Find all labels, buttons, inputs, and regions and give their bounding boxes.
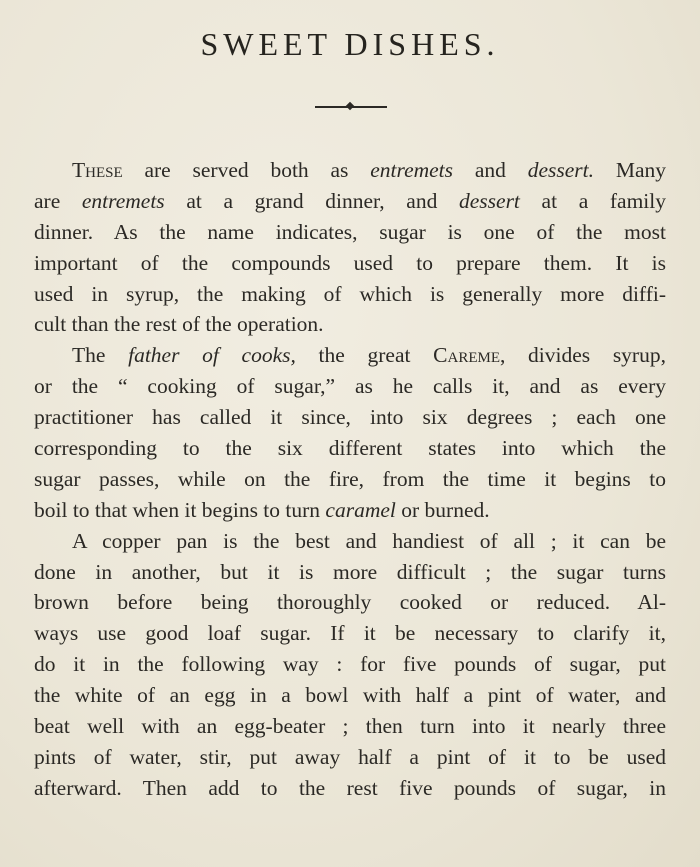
text-line xyxy=(34,680,666,711)
text-line xyxy=(34,495,666,526)
text-segment: or the “ cooking of sugar,” as he calls it, and as every xyxy=(34,374,666,399)
text-segment: ways use good loaf sugar. If it be necessary to clarify it, xyxy=(34,621,666,646)
text-line xyxy=(34,711,666,742)
text-line xyxy=(34,217,666,248)
text-segment: sugar passes, while on the fire, from the time it begins to xyxy=(34,466,666,491)
body-text xyxy=(34,155,666,804)
text-segment: or burned. xyxy=(395,497,490,522)
text-segment: are served both as xyxy=(122,158,371,182)
text-line xyxy=(34,464,666,495)
text-segment: pints of water, stir, put away half a pint of it to be used xyxy=(34,744,666,769)
text-line xyxy=(34,557,666,588)
italic-text: dessert xyxy=(459,188,520,213)
italic-text: caramel xyxy=(325,497,396,522)
text-segment: divides syrup, xyxy=(505,343,666,368)
text-segment: done in another, but it is more difficult ; the sugar turns xyxy=(34,559,666,584)
text-segment: dinner. As the name indicates, sugar is one of the most xyxy=(34,219,666,244)
text-line xyxy=(34,742,666,773)
text-segment: and xyxy=(453,158,528,182)
page-title: SWEET DISHES. xyxy=(200,26,500,62)
text-segment: used in syrup, the making of which is generally more diffi- xyxy=(34,281,666,306)
text-line xyxy=(34,309,666,340)
small-caps-text: These xyxy=(72,158,123,182)
text-segment: practitioner has called it since, into six degrees ; each one xyxy=(34,405,666,430)
italic-text: dessert. xyxy=(527,158,595,182)
text-segment: at a grand dinner, and xyxy=(164,188,459,213)
small-caps-text: Careme, xyxy=(433,343,506,368)
text-segment: the great xyxy=(295,343,434,368)
text-segment: are xyxy=(34,188,82,213)
text-segment: boil to that when it begins to turn xyxy=(34,497,326,522)
text-line xyxy=(34,279,666,310)
text-segment: do it in the following way : for five pounds of sugar, put xyxy=(34,652,666,677)
text-segment: brown before being thoroughly cooked or reduced. Al- xyxy=(34,590,666,615)
italic-text: entremets xyxy=(370,158,454,182)
ornament-diamond-icon xyxy=(346,102,354,110)
text-segment: The xyxy=(72,343,129,368)
text-line xyxy=(34,186,666,217)
text-segment: important of the compounds used to prepare them. It is xyxy=(34,250,666,275)
text-line xyxy=(34,773,666,804)
text-segment: at a family xyxy=(519,188,667,213)
text-line xyxy=(34,618,666,649)
text-segment: corresponding to the six different states into which the xyxy=(34,436,666,461)
text-line xyxy=(34,526,666,557)
italic-text: entremets xyxy=(81,188,165,213)
text-line xyxy=(34,433,666,464)
text-segment: A copper pan is the best and handiest of all ; it can be xyxy=(72,528,666,553)
text-segment: afterward. Then add to the rest five pounds of sugar, in xyxy=(34,775,666,800)
text-line xyxy=(34,587,666,618)
text-segment: Many xyxy=(594,158,666,182)
text-line xyxy=(34,155,666,186)
text-line xyxy=(34,371,666,402)
text-segment: the white of an egg in a bowl with half a pint of water, and xyxy=(34,683,666,708)
italic-text: father of cooks, xyxy=(128,343,296,368)
text-line xyxy=(34,248,666,279)
text-line xyxy=(34,402,666,433)
text-segment: cult than the rest of the operation. xyxy=(34,312,324,337)
text-segment: beat well with an egg-beater ; then turn into it nearly three xyxy=(34,714,666,739)
text-line xyxy=(34,340,666,371)
text-line xyxy=(34,649,666,680)
